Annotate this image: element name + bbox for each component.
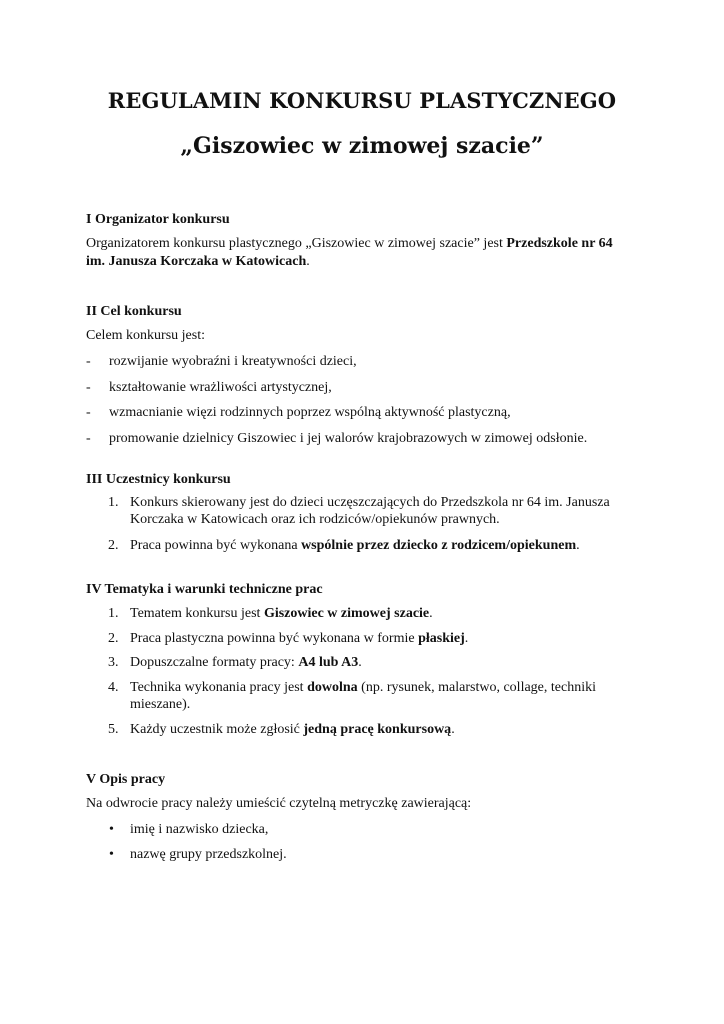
section-paragraph-cont: im. Janusza Korczaka w Katowicach. bbox=[86, 254, 310, 269]
list-item: promowanie dzielnicy Giszowiec i jej walorów krajobrazowych w zimowej odsłonie. bbox=[109, 431, 588, 446]
dash-bullet: - bbox=[86, 354, 91, 369]
document-subtitle: „Giszowiec w zimowej szacie” bbox=[180, 133, 544, 159]
list-item: Każdy uczestnik może zgłosić jedną pracę konkursową. bbox=[130, 722, 455, 737]
list-item: wzmacnianie więzi rodzinnych poprzez wspólną aktywność plastyczną, bbox=[109, 405, 511, 420]
list-item: Konkurs skierowany jest do dzieci uczęszczających do Przedszkola nr 64 im. Janusza bbox=[130, 495, 610, 510]
list-item: Praca plastyczna powinna być wykonana w formie płaskiej. bbox=[130, 631, 469, 646]
dash-bullet: - bbox=[86, 431, 91, 446]
item-number: 1. bbox=[108, 606, 119, 621]
item-number: 2. bbox=[108, 538, 119, 553]
list-item: nazwę grupy przedszkolnej. bbox=[130, 847, 287, 862]
item-number: 3. bbox=[108, 655, 119, 670]
section-heading: IV Tematyka i warunki techniczne prac bbox=[86, 582, 323, 597]
list-item: Dopuszczalne formaty pracy: A4 lub A3. bbox=[130, 655, 362, 670]
document-title: REGULAMIN KONKURSU PLASTYCZNEGO bbox=[107, 88, 617, 113]
item-number: 1. bbox=[108, 495, 119, 510]
list-item: Praca powinna być wykonana wspólnie przez dziecko z rodzicem/opiekunem. bbox=[130, 538, 580, 553]
section-heading: III Uczestnicy konkursu bbox=[86, 472, 231, 487]
list-item-cont: mieszane). bbox=[130, 697, 191, 712]
list-item: rozwijanie wyobraźni i kreatywności dzieci, bbox=[109, 354, 357, 369]
list-item-cont: Korczaka w Katowicach oraz ich rodziców/opiekunów prawnych. bbox=[130, 512, 500, 527]
section-paragraph: Organizatorem konkursu plastycznego „Giszowiec w zimowej szacie” jest Przedszkole nr 64 bbox=[86, 236, 613, 251]
list-item: imię i nazwisko dziecka, bbox=[130, 822, 269, 837]
section-heading: I Organizator konkursu bbox=[86, 212, 230, 227]
item-number: 4. bbox=[108, 680, 119, 695]
item-number: 2. bbox=[108, 631, 119, 646]
list-item: Tematem konkursu jest Giszowiec w zimowej szacie. bbox=[130, 606, 433, 621]
section-intro: Celem konkursu jest: bbox=[86, 328, 205, 343]
item-number: 5. bbox=[108, 722, 119, 737]
bullet-dot: • bbox=[109, 822, 114, 837]
list-item: Technika wykonania pracy jest dowolna (np. rysunek, malarstwo, collage, techniki bbox=[130, 680, 596, 695]
section-heading: V Opis pracy bbox=[86, 772, 166, 787]
list-item: kształtowanie wrażliwości artystycznej, bbox=[109, 380, 332, 395]
dash-bullet: - bbox=[86, 380, 91, 395]
bullet-dot: • bbox=[109, 847, 114, 862]
section-intro: Na odwrocie pracy należy umieścić czytelną metryczkę zawierającą: bbox=[86, 796, 472, 811]
dash-bullet: - bbox=[86, 405, 91, 420]
section-heading: II Cel konkursu bbox=[86, 304, 182, 319]
